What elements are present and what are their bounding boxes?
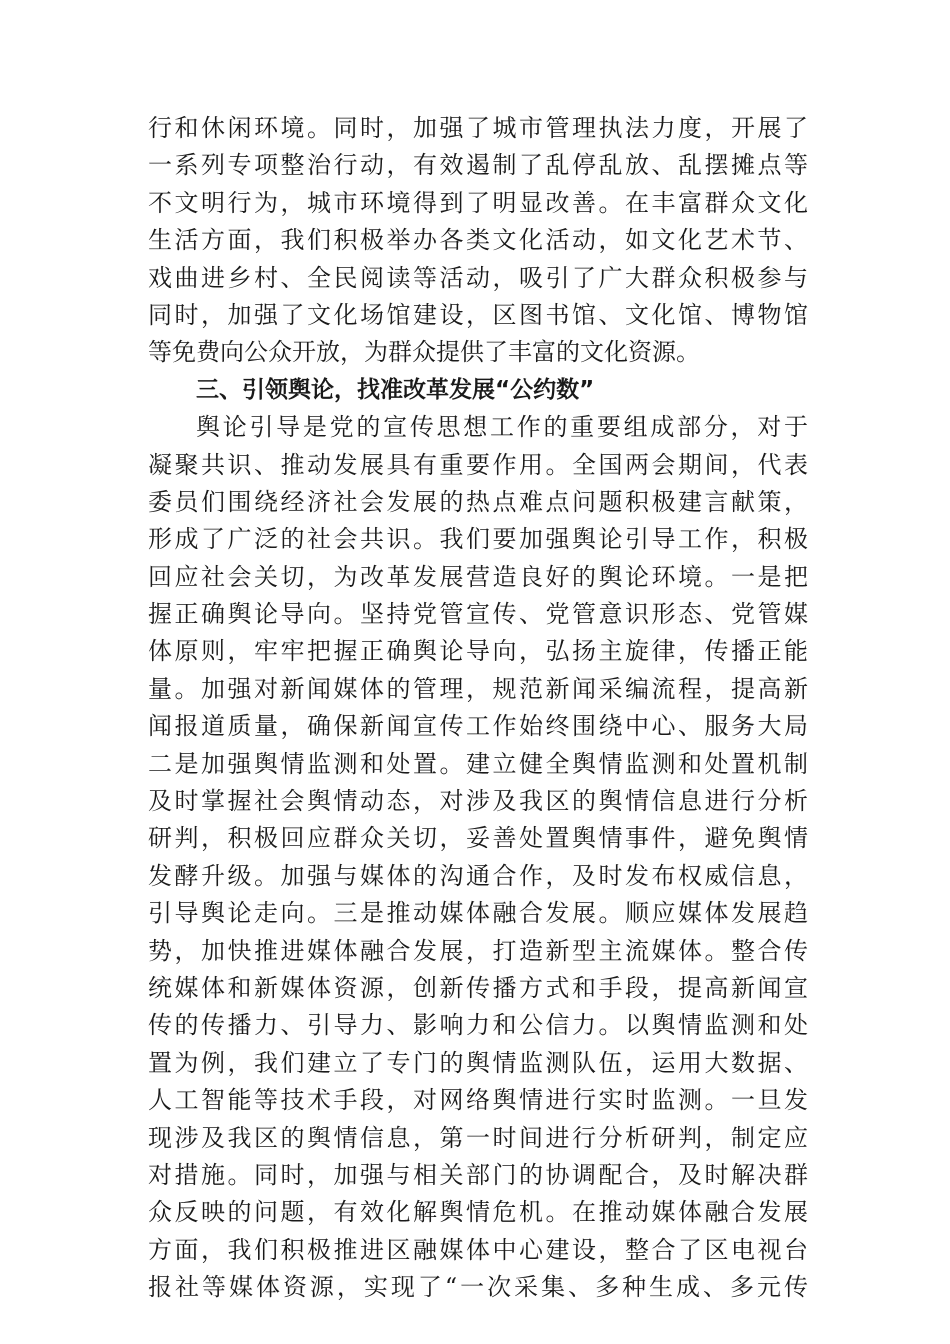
text-line: 置为例，我们建立了专门的舆情监测队伍，运用大数据、 bbox=[148, 1048, 808, 1077]
text-line: 众反映的问题，有效化解舆情危机。在推动媒体融合发展 bbox=[148, 1198, 808, 1227]
text-line: 委员们围绕经济社会发展的热点难点问题积极建言献策， bbox=[148, 487, 808, 516]
paragraph-public-opinion bbox=[148, 409, 808, 1306]
text-line: 发酵升级。加强与媒体的沟通合作，及时发布权威信息， bbox=[148, 861, 808, 890]
text-line: 及时掌握社会舆情动态，对涉及我区的舆情信息进行分析 bbox=[148, 787, 808, 816]
paragraph-urban-culture bbox=[148, 110, 808, 372]
text-line: 行和休闲环境。同时，加强了城市管理执法力度，开展了 bbox=[148, 114, 808, 142]
text-line: 研判，积极回应群众关切，妥善处置舆情事件，避免舆情 bbox=[148, 824, 808, 853]
text-line: 方面，我们积极推进区融媒体中心建设，整合了区电视台 bbox=[148, 1235, 808, 1264]
text-line: 回应社会关切，为改革发展营造良好的舆论环境。一是把 bbox=[148, 562, 808, 591]
text-line: 同时，加强了文化场馆建设，区图书馆、文化馆、博物馆 bbox=[148, 300, 808, 329]
text-line: 等免费向公众开放，为群众提供了丰富的文化资源。 bbox=[148, 338, 700, 367]
text-line: 现涉及我区的舆情信息，第一时间进行分析研判，制定应 bbox=[148, 1123, 808, 1152]
document-body bbox=[148, 110, 808, 1307]
text-line: 报社等媒体资源，实现了“一次采集、多种生成、多元传 bbox=[148, 1273, 808, 1302]
text-line: 形成了广泛的社会共识。我们要加强舆论引导工作，积极 bbox=[148, 525, 808, 554]
text-line: 凝聚共识、推动发展具有重要作用。全国两会期间，代表 bbox=[148, 450, 808, 479]
section-heading: 三、引领舆论，找准改革发展“公约数” bbox=[196, 376, 595, 403]
text-line: 引导舆论走向。三是推动媒体融合发展。顺应媒体发展趋 bbox=[148, 899, 808, 928]
text-line: 舆论引导是党的宣传思想工作的重要组成部分，对于 bbox=[196, 413, 808, 442]
text-line: 生活方面，我们积极举办各类文化活动，如文化艺术节、 bbox=[148, 226, 808, 255]
text-line: 不文明行为，城市环境得到了明显改善。在丰富群众文化 bbox=[148, 188, 808, 217]
text-line: 二是加强舆情监测和处置。建立健全舆情监测和处置机制 bbox=[148, 749, 808, 778]
text-line: 一系列专项整治行动，有效遏制了乱停乱放、乱摆摊点等 bbox=[148, 151, 808, 180]
text-line: 统媒体和新媒体资源，创新传播方式和手段，提高新闻宣 bbox=[148, 973, 808, 1002]
text-line: 闻报道质量，确保新闻宣传工作始终围绕中心、服务大局 bbox=[148, 712, 808, 741]
text-line: 量。加强对新闻媒体的管理，规范新闻采编流程，提高新 bbox=[148, 674, 808, 703]
text-line: 戏曲进乡村、全民阅读等活动，吸引了广大群众积极参与 bbox=[148, 263, 808, 292]
text-line: 体原则，牢牢把握正确舆论导向，弘扬主旋律，传播正能 bbox=[148, 637, 808, 666]
text-line: 传的传播力、引导力、影响力和公信力。以舆情监测和处 bbox=[148, 1011, 808, 1040]
text-line: 势，加快推进媒体融合发展，打造新型主流媒体。整合传 bbox=[148, 936, 808, 965]
text-line: 对措施。同时，加强与相关部门的协调配合，及时解决群 bbox=[148, 1160, 808, 1189]
text-line: 握正确舆论导向。坚持党管宣传、党管意识形态、党管媒 bbox=[148, 600, 808, 629]
text-line: 人工智能等技术手段，对网络舆情进行实时监测。一旦发 bbox=[148, 1086, 808, 1115]
